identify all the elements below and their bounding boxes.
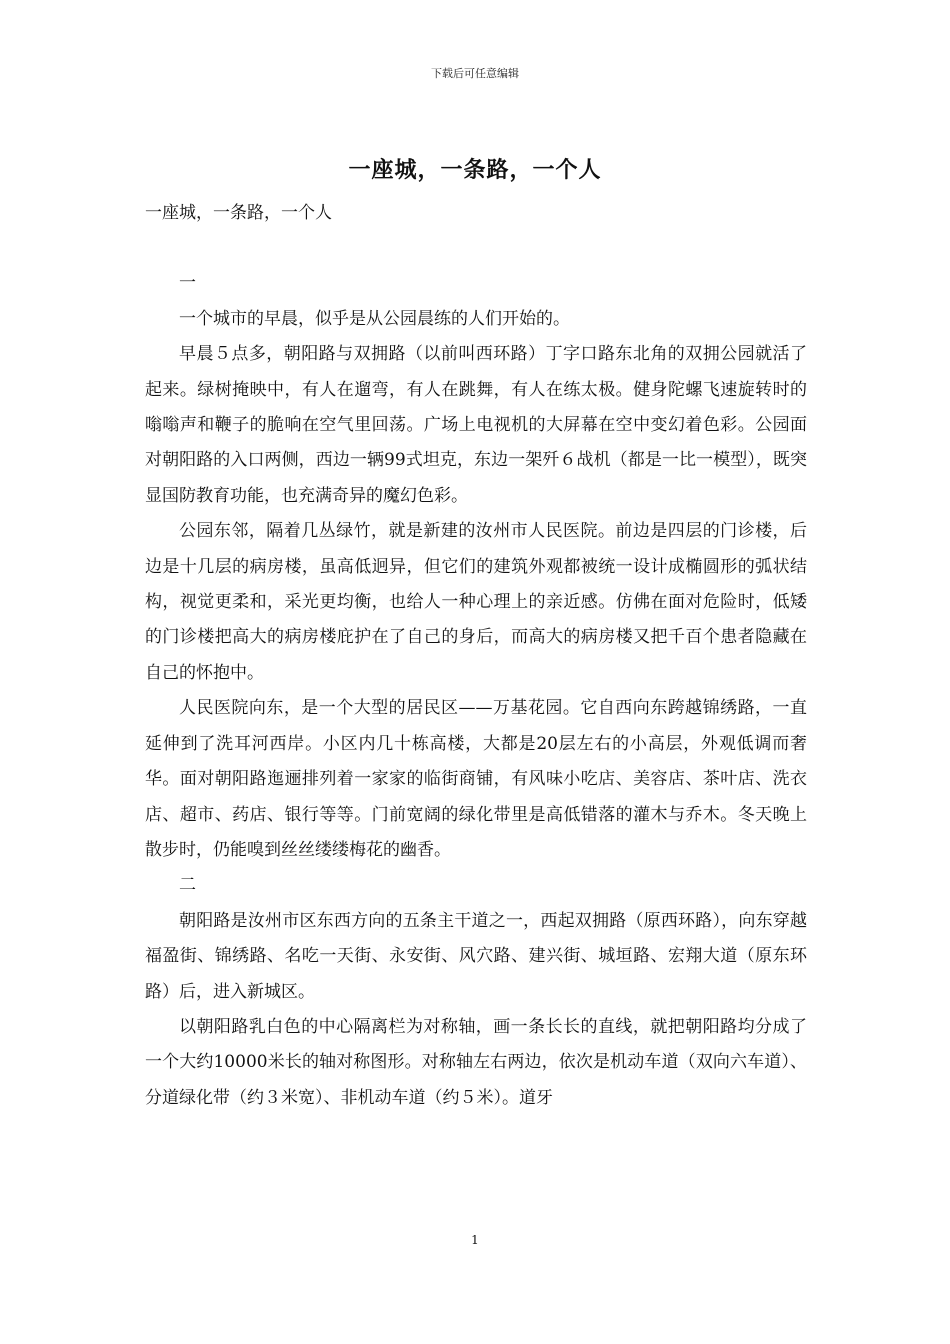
paragraph: 以朝阳路乳白色的中心隔离栏为对称轴，画一条长长的直线，就把朝阳路均分成了一个大约10000米长的轴对称图形。对称轴左右两边，依次是机动车道（双向六车道）、分道绿化带（约３米宽）、非机动车道（约５米）。道牙 — [145, 1016, 807, 1108]
paragraph: 朝阳路是汝州市区东西方向的五条主干道之一，西起双拥路（原西环路），向东穿越福盈街、锦绣路、名吃一天街、永安街、风穴路、建兴街、城垣路、宏翔大道（原东环路）后，进入新城区。 — [145, 910, 807, 1002]
page-number: 1 — [471, 1233, 479, 1247]
header-note: 下载后可任意编辑 — [431, 67, 519, 80]
document-body — [145, 196, 807, 1116]
paragraph: 公园东邻，隔着几丛绿竹，就是新建的汝州市人民医院。前边是四层的门诊楼，后边是十几层的病房楼，虽高低迥异，但它们的建筑外观都被统一设计成椭圆形的弧状结构，视觉更柔和，采光更均衡，也给人一种心理上的亲近感。仿佛在面对危险时，低矮的门诊楼把高大的病房楼庇护在了自己的身后，而高大的病房楼又把千百个患者隐藏在自己的怀抱中。 — [145, 521, 807, 683]
blank-line — [145, 231, 807, 266]
paragraph: 人民医院向东，是一个大型的居民区——万基花园。它自西向东跨越锦绣路，一直延伸到了洗耳河西岸。小区内几十栋高楼，大都是20层左右的小高层，外观低调而奢华。面对朝阳路迤逦排列着一家家的临街商铺，有风味小吃店、美容店、茶叶店、洗衣店、超市、药店、银行等等。门前宽阔的绿化带里是高低错落的灌木与乔木。冬天晚上散步时，仍能嗅到丝丝缕缕梅花的幽香。 — [145, 698, 807, 860]
paragraph: 早晨５点多，朝阳路与双拥路（以前叫西环路）丁字口路东北角的双拥公园就活了起来。绿树掩映中，有人在遛弯，有人在跳舞，有人在练太极。健身陀螺飞速旋转时的嗡嗡声和鞭子的脆响在空气里回荡。广场上电视机的大屏幕在空中变幻着色彩。公园面对朝阳路的入口两侧，西边一辆99式坦克，东边一架歼６战机（都是一比一模型），既突显国防教育功能，也充满奇异的魔幻色彩。 — [145, 344, 807, 506]
paragraph: 一个城市的早晨，似乎是从公园晨练的人们开始的。 — [179, 308, 570, 329]
section-heading: 二 — [179, 875, 196, 896]
document-title: 一座城，一条路，一个人 — [348, 157, 602, 183]
subtitle-line: 一座城，一条路，一个人 — [145, 203, 332, 223]
section-heading: 一 — [179, 273, 196, 294]
